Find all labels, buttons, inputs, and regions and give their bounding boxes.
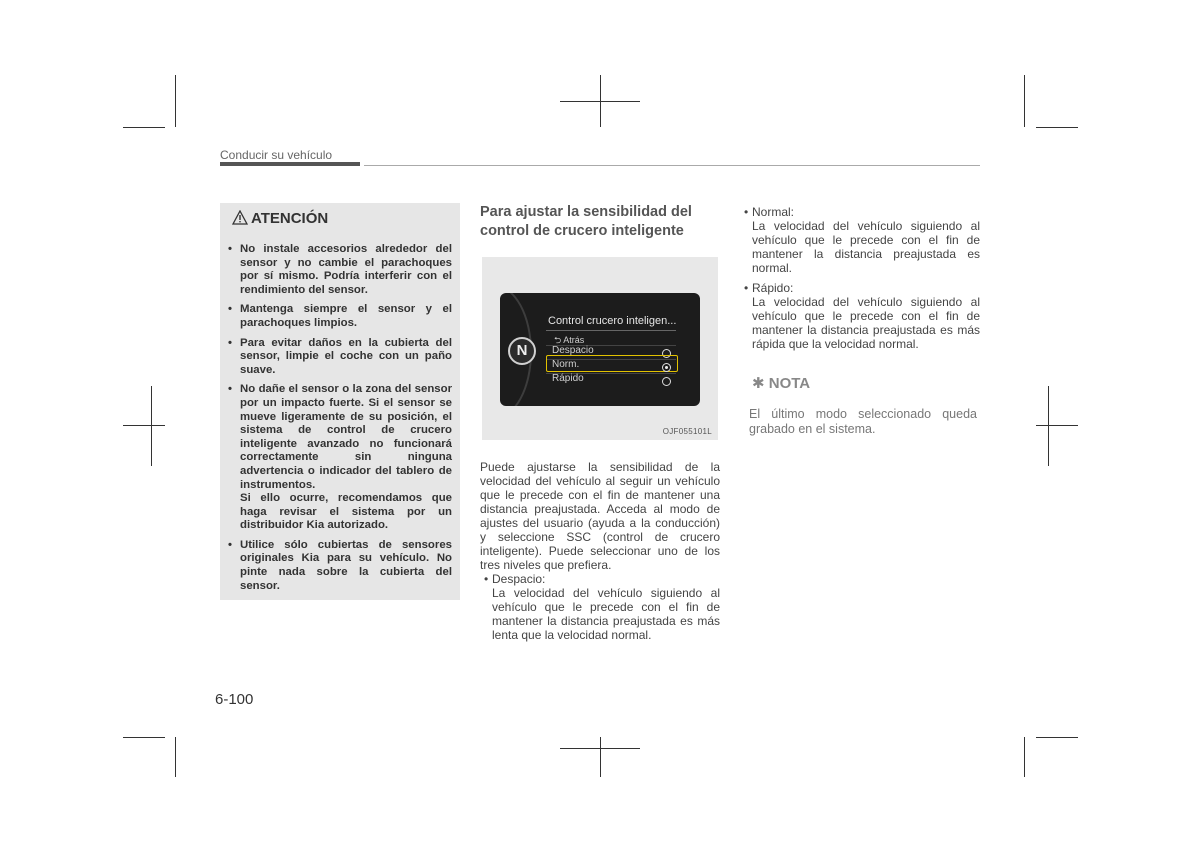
warning-icon [232, 210, 248, 225]
crop-mark [175, 737, 176, 777]
warning-box [220, 203, 460, 600]
menu-title: Control crucero inteligen... [548, 315, 677, 327]
header-rule-thin [364, 165, 980, 166]
crop-mark [1036, 425, 1078, 426]
crop-mark [1048, 386, 1049, 466]
page-number: 6-100 [215, 691, 254, 708]
bullet-icon: • [744, 205, 749, 219]
warning-item: • No instale accesorios alrededor del sensor y no cambie el parachoques por sí mismo. Podría interferir con el rendimiento del sensor. [228, 243, 452, 297]
crop-mark [175, 75, 176, 127]
option-rapido-label: Rápido: [752, 281, 794, 295]
section-intro: Puede ajustarse la sensibilidad de la velocidad del vehículo al seguir un vehículo que le precede con el fin de mantener una distancia preajustada. Acceda al modo de ajustes del usuario (ayuda a la conducción) y seleccione SSC (control de crucero inteligente). Puede seleccionar uno de los tres niveles que prefiera. [480, 460, 720, 572]
section-heading: Para ajustar la sensibilidad del control de crucero inteligente [480, 204, 692, 239]
warning-title [232, 210, 328, 227]
crop-mark [1036, 737, 1078, 738]
menu-item-rapido: Rápido [552, 373, 584, 384]
header-rule [220, 162, 360, 166]
crop-mark [600, 75, 601, 127]
menu-divider [546, 330, 676, 331]
warning-item: • Mantenga siempre el sensor y el parachoques limpios. [228, 303, 452, 330]
cluster-display [500, 293, 700, 406]
crop-mark [123, 127, 165, 128]
crop-mark [1024, 737, 1025, 777]
menu-back-label: Atrás [563, 335, 585, 345]
running-header: Conducir su vehículo [220, 148, 333, 162]
back-arrow-icon: ⮌ [554, 335, 562, 345]
gear-indicator: N [508, 337, 536, 365]
cluster-figure [482, 257, 718, 440]
warning-item: • Para evitar daños en la cubierta del sensor, limpie el coche con un paño suave. [228, 337, 452, 378]
option-despacio-text: La velocidad del vehículo siguiendo al vehículo que le precede con el fin de mantener la distancia preajustada es más lenta que la velocidad normal. [492, 586, 720, 642]
crop-mark [600, 737, 601, 777]
note-title-text: NOTA [768, 375, 811, 392]
option-normal-label: Normal: [752, 205, 795, 219]
menu-item-despacio: Despacio [552, 345, 594, 356]
option-rapido-text: La velocidad del vehículo siguiendo al vehículo que le precede con el fin de mantener la distancia preajustada es más rápida que la velocidad normal. [752, 295, 980, 351]
warning-list [228, 243, 452, 599]
radio-icon [662, 377, 671, 386]
crop-mark [123, 425, 165, 426]
crop-mark [1024, 75, 1025, 127]
bullet-icon: • [744, 281, 749, 295]
bullet-icon: • [484, 572, 489, 586]
warning-item: • Utilice sólo cubiertas de sensores originales Kia para su vehículo. No pinte nada sobre la cubierta del sensor. [228, 539, 452, 593]
warning-item-extra: Si ello ocurre, recomendamos que haga revisar el sistema por un distribuidor Kia autorizado. [240, 492, 452, 532]
warning-item-text: No dañe el sensor o la zona del sensor por un impacto fuerte. Si el sensor se mueve ligeramente de su posición, el sistema de control de crucero inteligente avanzado no funcionará correctamente sin ninguna advertencia o indicador del tablero de instrumentos. [240, 383, 452, 491]
crop-mark [1036, 127, 1078, 128]
radio-selected-icon [662, 363, 671, 372]
menu-item-norm: Norm. [552, 359, 580, 370]
warning-item [228, 383, 452, 533]
crop-mark [123, 737, 165, 738]
asterisk-icon: ✱ [752, 375, 765, 392]
option-despacio-label: Despacio: [492, 572, 546, 586]
note-title [752, 374, 810, 392]
note-text: El último modo seleccionado queda grabado en el sistema. [749, 407, 977, 436]
option-normal-text: La velocidad del vehículo siguiendo al vehículo que le precede con el fin de mantener la distancia preajustada es normal. [752, 219, 980, 275]
warning-title-text: ATENCIÓN [251, 210, 329, 227]
crop-mark [151, 386, 152, 466]
figure-code: OJF055101L [662, 427, 712, 436]
